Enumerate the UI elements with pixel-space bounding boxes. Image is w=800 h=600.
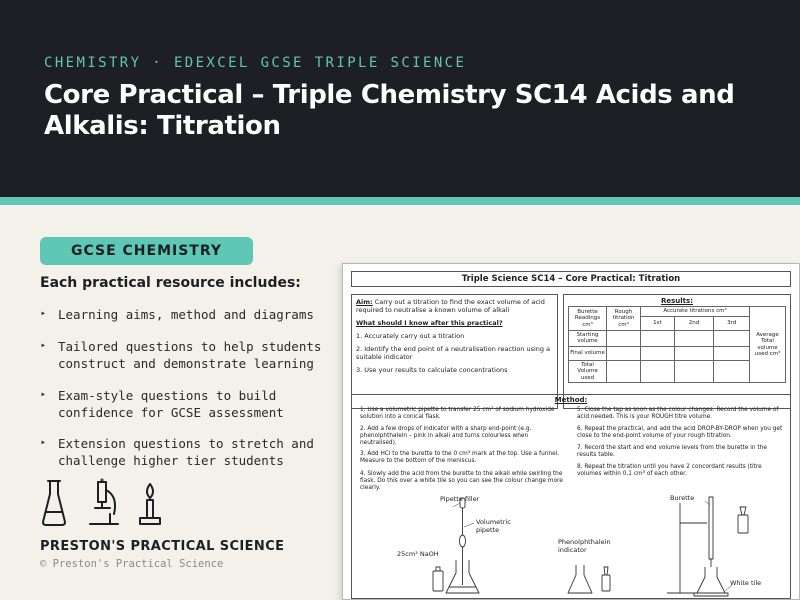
method-title: Method:: [554, 396, 588, 404]
results-row-label: Starting volume: [569, 330, 607, 346]
bullet-icon: ‣: [40, 309, 47, 320]
includes-heading: Each practical resource includes:: [40, 275, 301, 291]
bullet-icon: ‣: [40, 341, 47, 352]
aim-row: [356, 298, 553, 314]
know-item: 3. Use your results to calculate concentrations: [356, 366, 508, 374]
results-cell: [714, 330, 750, 346]
feature-item: [40, 306, 340, 323]
aim-text: Carry out a titration to find the exact volume of acid required to neutralise a known volume of alkali: [356, 298, 545, 314]
results-cell: [674, 330, 714, 346]
results-header: Rough titration cm³: [607, 307, 641, 331]
method-step: 5. Close the tap as soon as the colour changes. Record the volume of acid needed. This is your ROUGH titre volume.: [577, 407, 779, 420]
method-step: 4. Slowly add the acid from the burette to the alkali while swirling the flask. Do this over a white tile so you can see the colour change more clearly.: [360, 471, 563, 491]
feature-text: Tailored questions to help students construct and demonstrate learning: [58, 339, 322, 371]
aims-box: [351, 294, 558, 409]
worksheet-preview: [342, 263, 800, 600]
method-step: 2. Add a few drops of indicator with a sharp end-point (e.g. phenolphthalein – pink in alkali and turns colourless when neutralised).: [360, 426, 532, 446]
subject-badge: GCSE CHEMISTRY: [40, 237, 253, 265]
results-cell: [714, 360, 750, 383]
know-item: 2. Identify the end point of a neutralisation reaction using a suitable indicator: [356, 345, 551, 361]
worksheet-title: Triple Science SC14 – Core Practical: Titration: [351, 271, 791, 287]
results-box: [563, 294, 791, 409]
method-step: 7. Record the start and end volume levels from the burette in the results table.: [577, 445, 767, 458]
header-banner: [0, 0, 800, 197]
results-cell: [674, 346, 714, 360]
results-cell: [641, 346, 675, 360]
method-step: 1. Use a volumetric pipette to transfer 25 cm³ of sodium hydroxide solution into a conical flask.: [360, 407, 555, 420]
page-title: Core Practical – Triple Chemistry SC14 Acids and Alkalis: Titration: [44, 80, 735, 141]
bullet-icon: ‣: [40, 390, 47, 401]
label-pipette-filler: Pipette filler: [440, 495, 480, 503]
label-volumetric-pipette: Volumetric pipette: [476, 518, 511, 534]
feature-item: [40, 387, 340, 421]
copyright: © Preston's Practical Science: [40, 558, 224, 570]
label-indicator: Phenolphthalein indicator: [558, 538, 611, 554]
results-header: 2nd: [674, 316, 714, 330]
method-step: 6. Repeat the practical, and add the acid DROP-BY-DROP when you get close to the end-point volume of your rough titration.: [577, 426, 783, 439]
bunsen-burner-icon: [140, 484, 160, 524]
results-cell: [641, 360, 675, 383]
results-header: 3rd: [714, 316, 750, 330]
apparatus-diagram: [352, 395, 792, 600]
pipette-icon: [460, 498, 466, 585]
results-header: Average Total volume used cm³: [750, 307, 786, 383]
accent-stripe: [0, 197, 800, 205]
label-naoh: 25cm³ NaOH: [397, 550, 439, 558]
microscope-icon: [90, 480, 118, 525]
feature-text: Extension questions to stretch and challenge higher tier students: [58, 436, 314, 468]
method-step: 3. Add HCl to the burette to the 0 cm³ mark at the top. Use a funnel. Measure to the bottom of the meniscus.: [360, 451, 560, 464]
lab-icons: [40, 478, 170, 528]
method-box: [351, 394, 791, 599]
results-cell: [607, 330, 641, 346]
reagent-bottle-icon: [433, 567, 443, 591]
feature-text: Exam-style questions to build confidence for GCSE assessment: [58, 388, 284, 420]
method-step: 8. Repeat the titration until you have 2 concordant results (titre volumes within 0.1 cm³ of each other.: [577, 464, 762, 477]
results-header: 1st: [641, 316, 675, 330]
results-cell: [674, 360, 714, 383]
aim-label: Aim:: [356, 298, 373, 306]
feature-item: [40, 338, 340, 372]
indicator-flask-icon: [568, 565, 610, 593]
know-item: 1. Accurately carry out a titration: [356, 332, 465, 340]
conical-flask-icon: [43, 481, 65, 525]
results-cell: [641, 330, 675, 346]
results-header: Accurate titrations cm³: [641, 307, 750, 317]
results-title: Results:: [661, 297, 693, 305]
results-cell: [714, 346, 750, 360]
know-heading: What should I know after this practical?: [356, 319, 503, 327]
feature-text: Learning aims, method and diagrams: [58, 307, 314, 322]
brand-name: PRESTON'S PRACTICAL SCIENCE: [40, 539, 285, 554]
bullet-icon: ‣: [40, 438, 47, 449]
label-burette: Burette: [670, 494, 695, 502]
results-row-label: Final volume: [569, 346, 607, 360]
results-table: [568, 306, 786, 383]
label-white-tile: White tile: [730, 579, 762, 587]
eyebrow-subject: CHEMISTRY · EDEXCEL GCSE TRIPLE SCIENCE: [44, 55, 467, 71]
results-cell: [607, 360, 641, 383]
feature-item: [40, 435, 340, 469]
results-header: Burette Readings cm³: [569, 307, 607, 331]
results-cell: [607, 346, 641, 360]
results-row-label: Total Volume used: [569, 360, 607, 383]
